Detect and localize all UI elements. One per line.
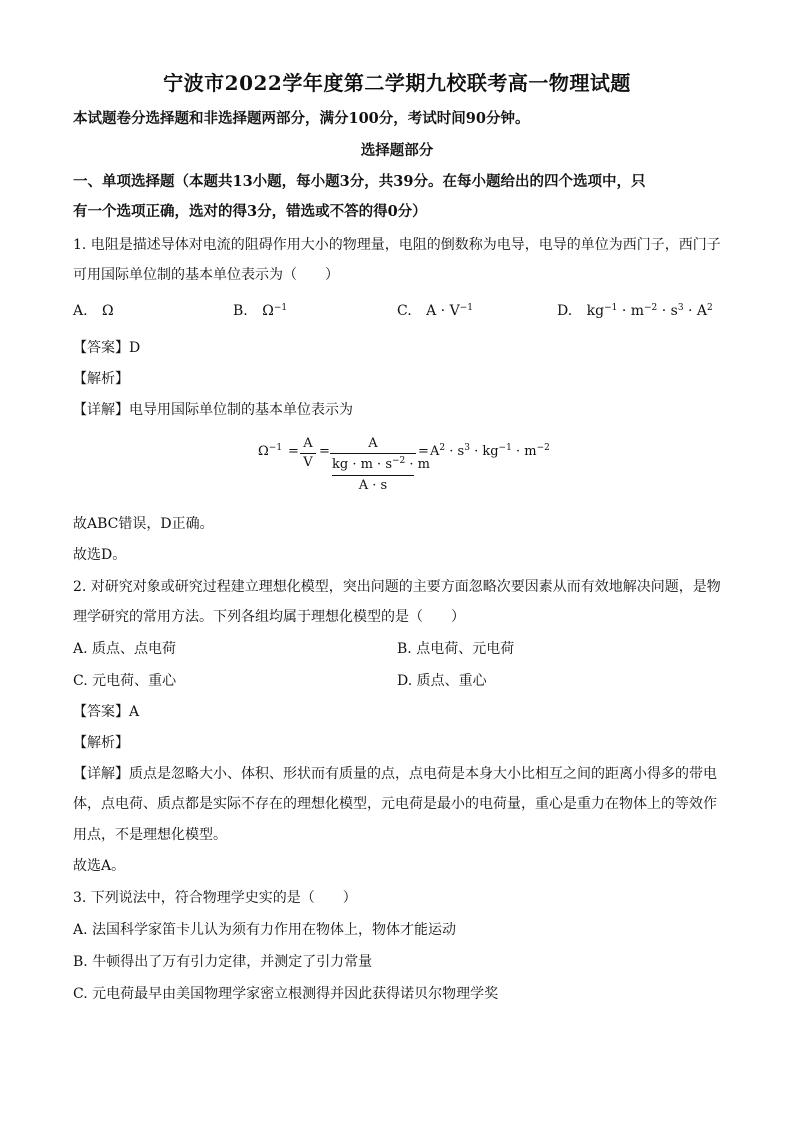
- q2-option-b: B. 点电荷、元电荷: [397, 641, 515, 657]
- page-title: 宁波市2022学年度第二学期九校联考高一物理试题: [163, 71, 631, 95]
- q2-analysis-label: 【解析】: [73, 735, 129, 751]
- formula-inner-numerator-tail: · m: [405, 457, 431, 472]
- formula-equals-2: =: [319, 444, 330, 459]
- formula-equals-1: =: [288, 444, 299, 459]
- exam-intro: 本试题卷分选择题和非选择题两部分，满分100分，考试时间90分钟。: [73, 110, 530, 127]
- q1-option-d-term-4: · A: [683, 303, 708, 319]
- q1-choice: 故选D。: [73, 547, 127, 563]
- q1-option-c-value: A · V: [426, 303, 460, 319]
- formula-equals-3: =: [418, 444, 429, 459]
- q3-option-b: B. 牛顿得出了万有引力定律，并测定了引力常量: [73, 954, 373, 970]
- q1-detail: 【详解】电导用国际单位制的基本单位表示为: [73, 402, 353, 418]
- formula-result-exp-3: −1: [498, 443, 512, 453]
- formula-result-term-4: · m: [511, 444, 537, 459]
- q1-option-c: [397, 302, 473, 320]
- formula-lhs-symbol: Ω: [258, 444, 269, 459]
- q3-option-c: C. 元电荷最早由美国物理学家密立根测得并因此获得诺贝尔物理学奖: [73, 986, 499, 1002]
- formula-result-term-3: · kg: [469, 444, 499, 459]
- formula-result-exp-4: −2: [536, 443, 550, 453]
- q2-option-a: A. 质点、点电荷: [73, 641, 177, 657]
- part1-heading-line2: 有一个选项正确，选对的得3分，错选或不答的得0分）: [73, 203, 427, 220]
- formula-result-exp-1: 2: [439, 443, 446, 453]
- part1-heading-line1: 一、单项选择题（本题共13小题，每小题3分，共39分。在每小题给出的四个选项中，只: [73, 173, 646, 190]
- q2-detail-line1: 【详解】质点是忽略大小、体积、形状而有质量的点，点电荷是本身大小比相互之间的距离小得多的带电: [73, 766, 717, 782]
- formula-frac1-bar: [300, 453, 316, 454]
- q1-option-d-term-2: · m: [617, 303, 645, 319]
- q1-formula: [258, 432, 558, 498]
- q1-option-d: [557, 302, 713, 320]
- q1-option-d-exp-2: −2: [644, 303, 658, 313]
- q2-option-d: D. 质点、重心: [397, 673, 487, 689]
- q1-option-a: [73, 302, 114, 320]
- formula-inner-numerator-exponent: −2: [392, 456, 406, 466]
- q3-stem: 3. 下列说法中，符合物理学史实的是（ ）: [73, 890, 357, 906]
- q1-stem-line2: 可用国际单位制的基本单位表示为（ ）: [73, 267, 339, 283]
- q1-option-d-term-1: kg: [586, 303, 605, 319]
- formula-outer-numerator: A: [368, 436, 378, 451]
- formula-lhs: [258, 444, 282, 460]
- formula-result-term-2: · s: [445, 444, 465, 459]
- q2-option-c: C. 元电荷、重心: [73, 673, 177, 689]
- q2-stem-line2: 理学研究的常用方法。下列各组均属于理想化模型的是（ ）: [73, 609, 465, 625]
- q1-option-d-exp-3: 3: [677, 303, 684, 313]
- q1-option-a-value: Ω: [102, 303, 114, 319]
- q2-detail-line2: 体，点电荷、质点都是实际不存在的理想化模型，元电荷是最小的电荷量，重心是重力在物体上的等效作: [73, 796, 717, 812]
- q2-choice: 故选A。: [73, 858, 126, 874]
- formula-inner-numerator: [332, 456, 431, 473]
- q2-detail-line3: 用点，不是理想化模型。: [73, 827, 227, 843]
- q1-option-b-label: B.: [233, 303, 248, 319]
- formula-lhs-exponent: −1: [268, 443, 283, 453]
- q1-option-d-exp-1: −1: [604, 303, 618, 313]
- formula-frac1-numerator: A: [303, 436, 313, 451]
- q1-option-a-label: A.: [73, 303, 88, 319]
- q2-stem-line1: 2. 对研究对象或研究过程建立理想化模型，突出问题的主要方面忽略次要因素从而有效地解决问题，是物: [73, 579, 721, 595]
- q1-option-d-label: D.: [557, 303, 573, 319]
- q1-option-d-exp-4: 2: [707, 303, 713, 313]
- q1-option-c-label: C.: [397, 303, 412, 319]
- q1-answer: 【答案】D: [73, 340, 141, 356]
- formula-inner-denominator: A · s: [358, 478, 388, 493]
- q1-option-b-value: Ω: [262, 303, 274, 319]
- formula-result: [430, 444, 550, 460]
- formula-inner-bar: [332, 475, 414, 476]
- q1-conclusion: 故ABC错误，D正确。: [73, 516, 214, 532]
- q3-option-a: A. 法国科学家笛卡儿认为须有力作用在物体上，物体才能运动: [73, 922, 457, 938]
- q1-stem-line1: 1. 电阻是描述导体对电流的阻碍作用大小的物理量，电阻的倒数称为电导，电导的单位为西门子，西门子: [73, 237, 721, 253]
- formula-inner-numerator-term: kg · m · s: [332, 457, 392, 472]
- q1-option-c-exponent: −1: [459, 303, 473, 313]
- formula-frac1-denominator: V: [303, 455, 313, 470]
- formula-result-term-1: A: [430, 444, 440, 459]
- q1-option-b: [233, 302, 287, 320]
- section-title: 选择题部分: [360, 142, 434, 159]
- formula-outer-bar: [330, 453, 416, 454]
- q1-option-d-term-3: · s: [657, 303, 678, 319]
- q2-answer: 【答案】A: [73, 704, 140, 720]
- formula-result-exp-2: 3: [464, 443, 470, 453]
- q1-analysis-label: 【解析】: [73, 371, 129, 387]
- q1-option-b-exponent: −1: [273, 303, 288, 313]
